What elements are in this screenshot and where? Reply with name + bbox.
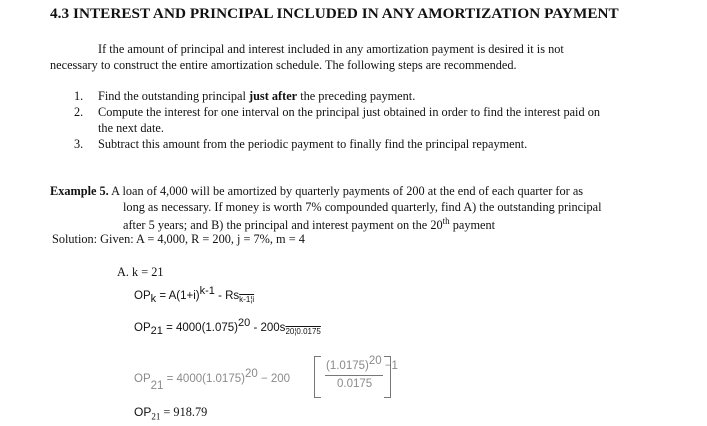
step-3-text: Subtract this amount from the periodic payment to finally find the principal repayment. — [98, 137, 528, 151]
f1-annuity: - Rs — [214, 289, 240, 302]
formula-substituted — [134, 317, 321, 337]
part-a-k: k = 21 — [132, 265, 164, 279]
step-1-emphasis: just after — [248, 89, 298, 103]
part-a-line — [117, 265, 164, 280]
f3-mid: = 4000(1.0175) — [163, 372, 245, 385]
formula-general — [134, 285, 254, 305]
example-text-3: after 5 years; and B) the principal and interest payment on the 20 — [123, 218, 443, 233]
f1-mid: = A(1+i) — [156, 289, 200, 302]
f3-exponent: 20 — [244, 368, 258, 380]
fraction-bar — [325, 375, 383, 376]
f2-annuity-sub: 20¦0.0175 — [285, 327, 321, 337]
f1-annuity-sub: k-1¦i — [239, 295, 255, 305]
example-line-1 — [50, 184, 583, 199]
section-heading: 4.3 INTEREST AND PRINCIPAL INCLUDED IN ANY AMORTIZATION PAYMENT — [50, 5, 619, 22]
step-3-number: 3. — [74, 137, 84, 151]
f2-exponent: 20 — [238, 317, 251, 329]
intro-line-1: If the amount of principal and interest included in any amortization payment is desired it is not — [98, 42, 564, 56]
step-1-text — [98, 89, 415, 104]
f2-mid: = 4000(1.075) — [162, 321, 239, 334]
num-tail: −1 — [381, 359, 398, 372]
f2-lhs: OP — [134, 321, 151, 334]
f3-left — [134, 368, 291, 393]
example-line-3 — [123, 216, 495, 233]
result-sub: 21 — [151, 411, 161, 422]
solution-given: Solution: Given: A = 4,000, R = 200, j = 7%, m = 4 — [52, 232, 305, 246]
num-exponent: 20 — [368, 355, 382, 367]
part-a-label: A. — [117, 265, 129, 279]
example-text-1: A loan of 4,000 will be amortized by quarterly payments of 200 at the end of each quarter for as — [111, 184, 584, 198]
left-bracket — [314, 356, 321, 398]
f1-lhs-sub: k — [150, 293, 157, 306]
f3-minus: − 200 — [257, 372, 291, 385]
example-text-3-end: payment — [449, 218, 496, 233]
f2-annuity: - 200s — [250, 321, 286, 334]
result — [134, 405, 207, 421]
num-base: (1.0175) — [326, 359, 369, 372]
right-bracket — [384, 356, 391, 398]
step-2-line-1: Compute the interest for one interval on the principal just obtained in order to find the interest paid on — [98, 105, 600, 119]
example-line-2: long as necessary. If money is worth 7% compounded quarterly, find A) the outstanding principal — [123, 200, 602, 214]
f3-lhs-sub: 21 — [150, 380, 164, 393]
step-1-number: 1. — [74, 89, 84, 103]
f2-lhs-sub: 21 — [150, 325, 163, 338]
ordinal-suffix: th — [442, 216, 450, 226]
fraction-denominator: 0.0175 — [337, 378, 373, 390]
example-label: Example 5. — [50, 184, 109, 198]
step-1-text-end: the preceding payment. — [297, 89, 416, 103]
step-2-number: 2. — [74, 105, 84, 119]
result-value: = 918.79 — [160, 405, 208, 419]
step-1-text-start: Find the outstanding principal — [98, 89, 249, 103]
f3-lhs: OP — [134, 372, 151, 385]
f1-exponent: k-1 — [199, 285, 215, 297]
step-2-line-2: the next date. — [98, 121, 164, 135]
intro-line-2: necessary to construct the entire amortization schedule. The following steps are recommended. — [50, 58, 517, 72]
f1-lhs: OP — [134, 289, 151, 302]
result-lhs: OP — [134, 405, 152, 419]
